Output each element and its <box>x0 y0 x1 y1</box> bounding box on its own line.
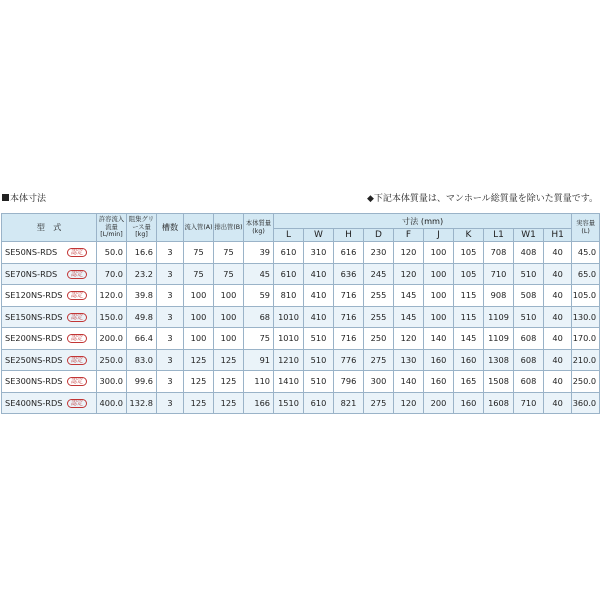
header-dim-D: D <box>364 229 394 242</box>
section-heading-text: 本体寸法 <box>10 194 47 204</box>
cell-W1: 608 <box>514 349 544 371</box>
model-cell <box>2 349 97 371</box>
header-inlet: 流入管(A) <box>184 214 214 242</box>
spec-table-body <box>2 242 600 414</box>
certified-badge: 認定 <box>67 334 87 343</box>
cell-H1: 40 <box>544 242 572 264</box>
cell-mass: 45 <box>244 263 274 285</box>
cell-inlet: 125 <box>184 371 214 393</box>
cell-W1: 510 <box>514 306 544 328</box>
cell-mass: 75 <box>244 328 274 350</box>
cell-cap: 170.0 <box>572 328 600 350</box>
model-name: SE300NS-RDS <box>5 376 63 387</box>
cell-W: 410 <box>304 306 334 328</box>
cell-tanks: 3 <box>157 392 184 414</box>
cell-F: 145 <box>394 306 424 328</box>
cell-W: 310 <box>304 242 334 264</box>
cell-D: 230 <box>364 242 394 264</box>
cell-L1: 1308 <box>484 349 514 371</box>
cell-J: 140 <box>424 328 454 350</box>
model-cell <box>2 328 97 350</box>
cell-flow: 300.0 <box>97 371 127 393</box>
cell-tanks: 3 <box>157 285 184 307</box>
cell-flow: 50.0 <box>97 242 127 264</box>
cell-F: 140 <box>394 371 424 393</box>
cell-grease: 39.8 <box>127 285 157 307</box>
cell-K: 115 <box>454 285 484 307</box>
cell-J: 100 <box>424 306 454 328</box>
table-row <box>2 392 600 414</box>
cell-cap: 130.0 <box>572 306 600 328</box>
table-row <box>2 328 600 350</box>
header-dim-J: J <box>424 229 454 242</box>
header-mass: 本体質量(kg) <box>244 214 274 242</box>
cell-L1: 1109 <box>484 328 514 350</box>
cell-D: 255 <box>364 306 394 328</box>
header-dim-K: K <box>454 229 484 242</box>
cell-H1: 40 <box>544 285 572 307</box>
certified-badge: 認定 <box>67 313 87 322</box>
cell-H: 616 <box>334 242 364 264</box>
cell-grease: 23.2 <box>127 263 157 285</box>
cell-J: 100 <box>424 242 454 264</box>
model-cell <box>2 242 97 264</box>
model-name: SE200NS-RDS <box>5 333 63 344</box>
cell-inlet: 125 <box>184 392 214 414</box>
header-model: 型 式 <box>2 214 97 242</box>
cell-H: 716 <box>334 306 364 328</box>
cell-flow: 250.0 <box>97 349 127 371</box>
table-row <box>2 306 600 328</box>
certified-badge: 認定 <box>67 291 87 300</box>
cell-L1: 1508 <box>484 371 514 393</box>
model-cell <box>2 306 97 328</box>
cell-inlet: 75 <box>184 263 214 285</box>
cell-inlet: 125 <box>184 349 214 371</box>
cell-cap: 210.0 <box>572 349 600 371</box>
cell-H1: 40 <box>544 328 572 350</box>
cell-K: 105 <box>454 242 484 264</box>
cell-grease: 99.6 <box>127 371 157 393</box>
cell-outlet: 100 <box>214 285 244 307</box>
mass-note-text: ◆下記本体質量は、マンホール総質量を除いた質量です。 <box>366 194 598 204</box>
header-outlet: 排出管(B) <box>214 214 244 242</box>
cell-flow: 70.0 <box>97 263 127 285</box>
cell-D: 275 <box>364 392 394 414</box>
cell-grease: 132.8 <box>127 392 157 414</box>
cell-flow: 150.0 <box>97 306 127 328</box>
cell-H1: 40 <box>544 263 572 285</box>
cell-inlet: 100 <box>184 285 214 307</box>
cell-flow: 400.0 <box>97 392 127 414</box>
certified-badge: 認定 <box>67 399 87 408</box>
cell-K: 115 <box>454 306 484 328</box>
cell-L1: 908 <box>484 285 514 307</box>
cell-mass: 91 <box>244 349 274 371</box>
cell-L: 1410 <box>274 371 304 393</box>
header-dim-F: F <box>394 229 424 242</box>
cell-outlet: 100 <box>214 328 244 350</box>
cell-D: 275 <box>364 349 394 371</box>
square-bullet-icon <box>2 194 9 201</box>
cell-W1: 508 <box>514 285 544 307</box>
model-name: SE250NS-RDS <box>5 354 63 365</box>
cell-tanks: 3 <box>157 263 184 285</box>
cell-tanks: 3 <box>157 328 184 350</box>
cell-J: 200 <box>424 392 454 414</box>
cell-W1: 608 <box>514 371 544 393</box>
cell-W1: 608 <box>514 328 544 350</box>
cell-cap: 105.0 <box>572 285 600 307</box>
cell-K: 105 <box>454 263 484 285</box>
cell-tanks: 3 <box>157 242 184 264</box>
cell-outlet: 75 <box>214 263 244 285</box>
model-cell <box>2 263 97 285</box>
cell-W1: 408 <box>514 242 544 264</box>
cell-D: 255 <box>364 285 394 307</box>
cell-L: 1510 <box>274 392 304 414</box>
cell-flow: 120.0 <box>97 285 127 307</box>
cell-outlet: 125 <box>214 349 244 371</box>
cell-mass: 59 <box>244 285 274 307</box>
table-row <box>2 349 600 371</box>
cell-W: 610 <box>304 392 334 414</box>
certified-badge: 認定 <box>67 377 87 386</box>
table-row <box>2 263 600 285</box>
cell-L1: 710 <box>484 263 514 285</box>
cell-L: 1010 <box>274 306 304 328</box>
cell-D: 245 <box>364 263 394 285</box>
header-dim-L: L <box>274 229 304 242</box>
table-row <box>2 242 600 264</box>
cell-D: 300 <box>364 371 394 393</box>
cell-H1: 40 <box>544 349 572 371</box>
cell-inlet: 100 <box>184 306 214 328</box>
certified-badge: 認定 <box>67 270 87 279</box>
header-dimensions-group: 寸法 (mm) <box>274 214 572 229</box>
cell-mass: 110 <box>244 371 274 393</box>
cell-flow: 200.0 <box>97 328 127 350</box>
cell-cap: 45.0 <box>572 242 600 264</box>
cell-F: 130 <box>394 349 424 371</box>
model-name: SE120NS-RDS <box>5 290 63 301</box>
cell-outlet: 125 <box>214 392 244 414</box>
cell-L: 810 <box>274 285 304 307</box>
cell-J: 160 <box>424 371 454 393</box>
cell-K: 145 <box>454 328 484 350</box>
section-heading <box>2 191 46 204</box>
cell-F: 120 <box>394 242 424 264</box>
cell-L1: 1608 <box>484 392 514 414</box>
cell-tanks: 3 <box>157 306 184 328</box>
cell-H: 776 <box>334 349 364 371</box>
cell-mass: 68 <box>244 306 274 328</box>
header-dim-L1: L1 <box>484 229 514 242</box>
cell-L: 1210 <box>274 349 304 371</box>
model-name: SE50NS-RDS <box>5 247 58 258</box>
cell-F: 120 <box>394 328 424 350</box>
cell-cap: 360.0 <box>572 392 600 414</box>
certified-badge: 認定 <box>67 356 87 365</box>
model-name: SE150NS-RDS <box>5 311 63 322</box>
header-tanks: 槽数 <box>157 214 184 242</box>
cell-outlet: 75 <box>214 242 244 264</box>
cell-W: 510 <box>304 371 334 393</box>
cell-cap: 250.0 <box>572 371 600 393</box>
cell-grease: 66.4 <box>127 328 157 350</box>
cell-F: 145 <box>394 285 424 307</box>
mass-note <box>367 191 598 204</box>
cell-tanks: 3 <box>157 349 184 371</box>
cell-W: 410 <box>304 285 334 307</box>
cell-L: 1010 <box>274 328 304 350</box>
cell-grease: 16.6 <box>127 242 157 264</box>
cell-inlet: 75 <box>184 242 214 264</box>
header-dim-W1: W1 <box>514 229 544 242</box>
cell-H: 716 <box>334 328 364 350</box>
cell-cap: 65.0 <box>572 263 600 285</box>
table-row <box>2 371 600 393</box>
cell-L1: 1109 <box>484 306 514 328</box>
cell-J: 100 <box>424 263 454 285</box>
header-grease: 阻集グリース量[kg] <box>127 214 157 242</box>
cell-H1: 40 <box>544 392 572 414</box>
cell-K: 160 <box>454 392 484 414</box>
cell-J: 100 <box>424 285 454 307</box>
cell-K: 160 <box>454 349 484 371</box>
cell-J: 160 <box>424 349 454 371</box>
header-capacity: 実容量(L) <box>572 214 600 242</box>
cell-L: 610 <box>274 242 304 264</box>
title-row <box>0 191 600 205</box>
cell-inlet: 100 <box>184 328 214 350</box>
cell-outlet: 100 <box>214 306 244 328</box>
model-cell <box>2 371 97 393</box>
cell-H1: 40 <box>544 371 572 393</box>
cell-H: 821 <box>334 392 364 414</box>
header-flow: 許容流入流量[L/min] <box>97 214 127 242</box>
cell-D: 250 <box>364 328 394 350</box>
header-dim-H: H <box>334 229 364 242</box>
cell-outlet: 125 <box>214 371 244 393</box>
cell-W: 410 <box>304 263 334 285</box>
cell-tanks: 3 <box>157 371 184 393</box>
cell-W1: 710 <box>514 392 544 414</box>
cell-W: 510 <box>304 328 334 350</box>
cell-W1: 510 <box>514 263 544 285</box>
model-name: SE400NS-RDS <box>5 397 63 408</box>
model-cell <box>2 392 97 414</box>
model-name: SE70NS-RDS <box>5 268 58 279</box>
cell-H1: 40 <box>544 306 572 328</box>
cell-K: 165 <box>454 371 484 393</box>
cell-L1: 708 <box>484 242 514 264</box>
cell-mass: 166 <box>244 392 274 414</box>
cell-H: 796 <box>334 371 364 393</box>
cell-F: 120 <box>394 263 424 285</box>
cell-grease: 83.0 <box>127 349 157 371</box>
cell-H: 636 <box>334 263 364 285</box>
table-row <box>2 285 600 307</box>
header-dim-H1: H1 <box>544 229 572 242</box>
model-cell <box>2 285 97 307</box>
header-dim-W: W <box>304 229 334 242</box>
cell-mass: 39 <box>244 242 274 264</box>
cell-H: 716 <box>334 285 364 307</box>
certified-badge: 認定 <box>67 248 87 257</box>
cell-L: 610 <box>274 263 304 285</box>
cell-grease: 49.8 <box>127 306 157 328</box>
cell-F: 120 <box>394 392 424 414</box>
cell-W: 510 <box>304 349 334 371</box>
spec-table <box>1 213 600 414</box>
